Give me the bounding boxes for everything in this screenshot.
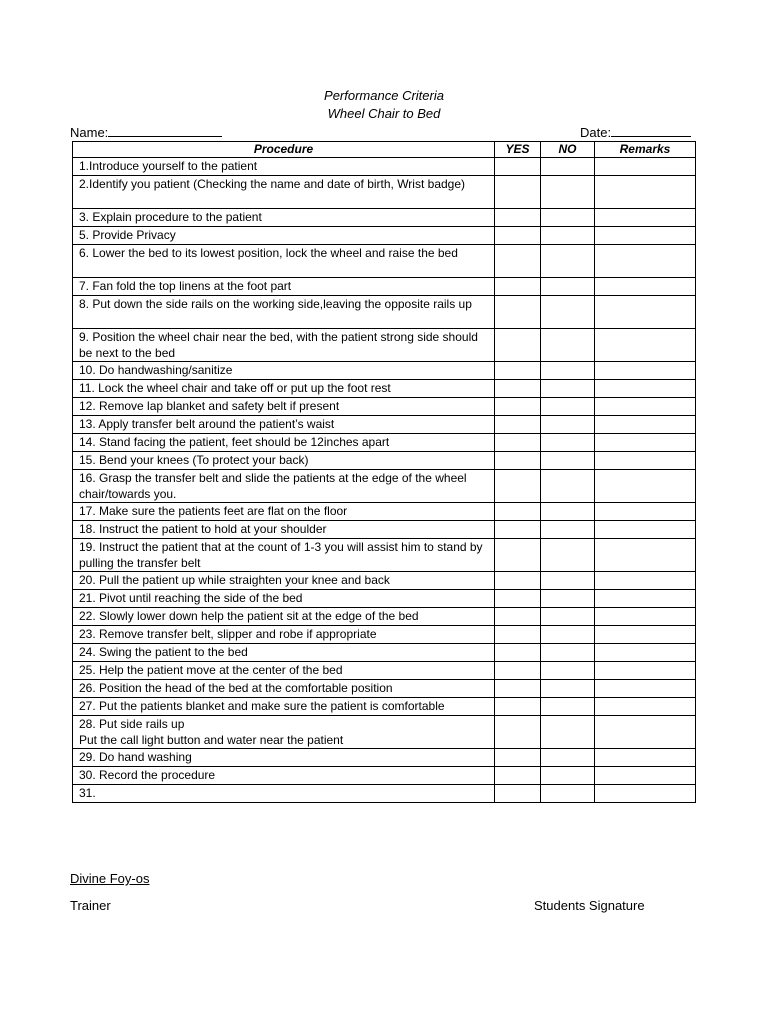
col-header-procedure: Procedure <box>73 142 495 158</box>
remarks-cell[interactable] <box>595 680 696 698</box>
procedure-cell: 16. Grasp the transfer belt and slide the patients at the edge of the wheel chair/towards you. <box>73 470 495 503</box>
yes-cell[interactable] <box>495 416 541 434</box>
remarks-cell[interactable] <box>595 572 696 590</box>
table-row <box>73 470 696 503</box>
remarks-cell[interactable] <box>595 644 696 662</box>
no-cell[interactable] <box>541 245 595 278</box>
remarks-cell[interactable] <box>595 209 696 227</box>
yes-cell[interactable] <box>495 767 541 785</box>
name-blank-line <box>108 124 222 137</box>
no-cell[interactable] <box>541 503 595 521</box>
remarks-cell[interactable] <box>595 452 696 470</box>
procedure-cell: 18. Instruct the patient to hold at your shoulder <box>73 521 495 539</box>
yes-cell[interactable] <box>495 662 541 680</box>
remarks-cell[interactable] <box>595 608 696 626</box>
remarks-cell[interactable] <box>595 521 696 539</box>
table-row <box>73 626 696 644</box>
remarks-cell[interactable] <box>595 698 696 716</box>
no-cell[interactable] <box>541 626 595 644</box>
procedure-cell: 3. Explain procedure to the patient <box>73 209 495 227</box>
remarks-cell[interactable] <box>595 380 696 398</box>
no-cell[interactable] <box>541 470 595 503</box>
no-cell[interactable] <box>541 209 595 227</box>
procedure-cell: 1.Introduce yourself to the patient <box>73 158 495 176</box>
remarks-cell[interactable] <box>595 227 696 245</box>
yes-cell[interactable] <box>495 176 541 209</box>
yes-cell[interactable] <box>495 227 541 245</box>
name-label: Name: <box>70 125 109 140</box>
remarks-cell[interactable] <box>595 590 696 608</box>
no-cell[interactable] <box>541 698 595 716</box>
no-cell[interactable] <box>541 227 595 245</box>
procedure-cell: 7. Fan fold the top linens at the foot part <box>73 278 495 296</box>
no-cell[interactable] <box>541 380 595 398</box>
remarks-cell[interactable] <box>595 539 696 572</box>
procedure-cell: 15. Bend your knees (To protect your back) <box>73 452 495 470</box>
no-cell[interactable] <box>541 608 595 626</box>
table-row <box>73 227 696 245</box>
date-label: Date: <box>580 125 612 140</box>
yes-cell[interactable] <box>495 626 541 644</box>
yes-cell[interactable] <box>495 749 541 767</box>
remarks-cell[interactable] <box>595 245 696 278</box>
trainer-label: Trainer <box>70 898 111 913</box>
table-row <box>73 398 696 416</box>
table-row <box>73 209 696 227</box>
no-cell[interactable] <box>541 176 595 209</box>
no-cell[interactable] <box>541 158 595 176</box>
no-cell[interactable] <box>541 329 595 362</box>
procedure-cell: 24. Swing the patient to the bed <box>73 644 495 662</box>
remarks-cell[interactable] <box>595 785 696 803</box>
date-field <box>580 124 691 141</box>
table-row <box>73 785 696 803</box>
yes-cell[interactable] <box>495 278 541 296</box>
table-row <box>73 680 696 698</box>
no-cell[interactable] <box>541 749 595 767</box>
remarks-cell[interactable] <box>595 278 696 296</box>
table-row <box>73 572 696 590</box>
yes-cell[interactable] <box>495 644 541 662</box>
remarks-cell[interactable] <box>595 296 696 329</box>
no-cell[interactable] <box>541 539 595 572</box>
no-cell[interactable] <box>541 662 595 680</box>
no-cell[interactable] <box>541 716 595 749</box>
table-header-row <box>73 142 696 158</box>
yes-cell[interactable] <box>495 539 541 572</box>
remarks-cell[interactable] <box>595 626 696 644</box>
remarks-cell[interactable] <box>595 398 696 416</box>
remarks-cell[interactable] <box>595 470 696 503</box>
table-row <box>73 608 696 626</box>
criteria-table <box>72 141 696 803</box>
remarks-cell[interactable] <box>595 362 696 380</box>
table-row <box>73 590 696 608</box>
table-row <box>73 521 696 539</box>
no-cell[interactable] <box>541 767 595 785</box>
no-cell[interactable] <box>541 416 595 434</box>
procedure-cell: 10. Do handwashing/sanitize <box>73 362 495 380</box>
table-row <box>73 644 696 662</box>
procedure-cell: 27. Put the patients blanket and make sure the patient is comfortable <box>73 698 495 716</box>
procedure-cell: 8. Put down the side rails on the working side,leaving the opposite rails up <box>73 296 495 329</box>
table-row <box>73 329 696 362</box>
procedure-cell: 20. Pull the patient up while straighten your knee and back <box>73 572 495 590</box>
table-row <box>73 380 696 398</box>
remarks-cell[interactable] <box>595 503 696 521</box>
table-row <box>73 662 696 680</box>
procedure-cell: 21. Pivot until reaching the side of the bed <box>73 590 495 608</box>
table-row <box>73 416 696 434</box>
table-row <box>73 767 696 785</box>
yes-cell[interactable] <box>495 680 541 698</box>
table-row <box>73 716 696 749</box>
remarks-cell[interactable] <box>595 329 696 362</box>
table-row <box>73 434 696 452</box>
procedure-cell: 25. Help the patient move at the center of the bed <box>73 662 495 680</box>
no-cell[interactable] <box>541 680 595 698</box>
no-cell[interactable] <box>541 785 595 803</box>
table-row <box>73 176 696 209</box>
no-cell[interactable] <box>541 278 595 296</box>
yes-cell[interactable] <box>495 362 541 380</box>
remarks-cell[interactable] <box>595 749 696 767</box>
procedure-cell: 12. Remove lap blanket and safety belt if present <box>73 398 495 416</box>
yes-cell[interactable] <box>495 503 541 521</box>
col-header-no: NO <box>541 142 595 158</box>
yes-cell[interactable] <box>495 452 541 470</box>
yes-cell[interactable] <box>495 716 541 749</box>
yes-cell[interactable] <box>495 572 541 590</box>
remarks-cell[interactable] <box>595 767 696 785</box>
yes-cell[interactable] <box>495 521 541 539</box>
no-cell[interactable] <box>541 362 595 380</box>
remarks-cell[interactable] <box>595 434 696 452</box>
yes-cell[interactable] <box>495 785 541 803</box>
yes-cell[interactable] <box>495 698 541 716</box>
table-row <box>73 278 696 296</box>
yes-cell[interactable] <box>495 380 541 398</box>
procedure-cell: 23. Remove transfer belt, slipper and robe if appropriate <box>73 626 495 644</box>
table-row <box>73 539 696 572</box>
yes-cell[interactable] <box>495 608 541 626</box>
no-cell[interactable] <box>541 572 595 590</box>
procedure-cell: 11. Lock the wheel chair and take off or put up the foot rest <box>73 380 495 398</box>
yes-cell[interactable] <box>495 329 541 362</box>
procedure-cell: 2.Identify you patient (Checking the name and date of birth, Wrist badge) <box>73 176 495 209</box>
procedure-cell: 30. Record the procedure <box>73 767 495 785</box>
procedure-cell: 19. Instruct the patient that at the count of 1-3 you will assist him to stand by pulling the transfer belt <box>73 539 495 572</box>
student-signature-label: Students Signature <box>534 898 645 913</box>
name-field <box>70 124 222 141</box>
yes-cell[interactable] <box>495 470 541 503</box>
yes-cell[interactable] <box>495 158 541 176</box>
col-header-remarks: Remarks <box>595 142 696 158</box>
procedure-cell: 6. Lower the bed to its lowest position, lock the wheel and raise the bed <box>73 245 495 278</box>
procedure-cell: 31. <box>73 785 495 803</box>
remarks-cell[interactable] <box>595 716 696 749</box>
procedure-cell: 26. Position the head of the bed at the comfortable position <box>73 680 495 698</box>
table-row <box>73 749 696 767</box>
remarks-cell[interactable] <box>595 176 696 209</box>
procedure-cell: 17. Make sure the patients feet are flat on the floor <box>73 503 495 521</box>
table-row <box>73 362 696 380</box>
form-title: Performance Criteria <box>324 88 444 103</box>
col-header-yes: YES <box>495 142 541 158</box>
yes-cell[interactable] <box>495 245 541 278</box>
yes-cell[interactable] <box>495 398 541 416</box>
yes-cell[interactable] <box>495 209 541 227</box>
no-cell[interactable] <box>541 296 595 329</box>
table-row <box>73 245 696 278</box>
table-row <box>73 452 696 470</box>
table-row <box>73 296 696 329</box>
procedure-cell: 5. Provide Privacy <box>73 227 495 245</box>
table-row <box>73 158 696 176</box>
procedure-cell: 28. Put side rails up Put the call light button and water near the patient <box>73 716 495 749</box>
no-cell[interactable] <box>541 590 595 608</box>
remarks-cell[interactable] <box>595 158 696 176</box>
procedure-cell: 22. Slowly lower down help the patient sit at the edge of the bed <box>73 608 495 626</box>
remarks-cell[interactable] <box>595 662 696 680</box>
yes-cell[interactable] <box>495 296 541 329</box>
procedure-cell: 29. Do hand washing <box>73 749 495 767</box>
procedure-cell: 13. Apply transfer belt around the patient’s waist <box>73 416 495 434</box>
yes-cell[interactable] <box>495 434 541 452</box>
table-row <box>73 698 696 716</box>
form-subtitle: Wheel Chair to Bed <box>327 106 441 121</box>
table-row <box>73 503 696 521</box>
no-cell[interactable] <box>541 434 595 452</box>
no-cell[interactable] <box>541 644 595 662</box>
procedure-cell: 9. Position the wheel chair near the bed, with the patient strong side should be next to the bed <box>73 329 495 362</box>
yes-cell[interactable] <box>495 590 541 608</box>
date-blank-line <box>611 124 691 137</box>
procedure-cell: 14. Stand facing the patient, feet should be 12inches apart <box>73 434 495 452</box>
trainer-name: Divine Foy-os <box>70 871 150 886</box>
remarks-cell[interactable] <box>595 416 696 434</box>
no-cell[interactable] <box>541 398 595 416</box>
no-cell[interactable] <box>541 452 595 470</box>
no-cell[interactable] <box>541 521 595 539</box>
